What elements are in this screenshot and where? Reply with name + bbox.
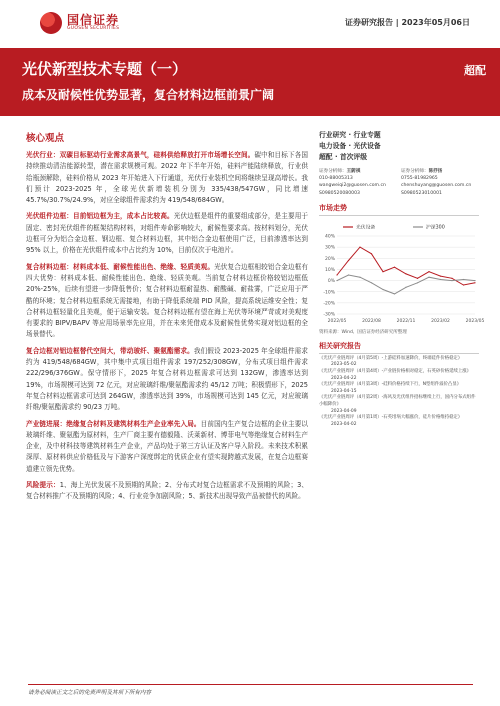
- chart-svg: [319, 220, 485, 328]
- chart-y-tick-label: 40%: [324, 234, 335, 240]
- chart-heading: 市场走势: [319, 203, 479, 216]
- chart-point: [428, 276, 429, 277]
- key-point-lead: 复合边框对铝边框替代空间大，带动玻纤、聚氨酯需求。: [26, 346, 194, 355]
- chart-legend-label: 光伏设备: [356, 225, 376, 231]
- key-point-paragraph: [26, 150, 308, 206]
- chart-point: [474, 280, 475, 281]
- industry-label: 行业研究 · 行业专题: [319, 131, 381, 139]
- chart-point: [440, 275, 441, 276]
- related-report-link[interactable]: 《光伏产业链周评（4月第3周）-硅料价格持续下行，N型组件溢价凸显》: [319, 382, 462, 388]
- key-point-paragraph: [26, 419, 308, 475]
- chart-point: [348, 260, 349, 261]
- key-point-lead: 光伏行业：双碳目标驱动行业需求高景气，硅料供给释放打开市场增长空间。: [26, 151, 255, 159]
- related-report-link[interactable]: 《光伏产业链周评（4月第2周）-海风及光伏组件招标继续上行，国内分布式组件小幅降价》: [319, 395, 476, 407]
- related-report-link[interactable]: 《光伏产业链周评（4月第4周）-产业链价格相对稳定，石英砂价格延续上涨》: [319, 369, 472, 374]
- key-point-lead: 复合材料边框：材料成本低、耐候性能出色、绝缘、轻质美观。: [26, 262, 215, 271]
- analyst-info: [319, 168, 479, 197]
- chart-y-tick-label: 10%: [324, 267, 335, 273]
- key-point-paragraph: [26, 480, 308, 503]
- report-type-date: 证券研究报告 | 2023年05月06日: [344, 18, 470, 27]
- chart-x-tick-label: 2023/05: [465, 318, 485, 324]
- chart-y-tick-label: 30%: [324, 245, 335, 251]
- chart-y-tick-label: -30%: [323, 312, 335, 318]
- chart-point: [336, 280, 337, 281]
- analyst-card: [401, 168, 479, 197]
- chart-x-tick-label: 2022/08: [362, 318, 381, 324]
- analyst-email[interactable]: wangweiqi2@guosen.com.cn: [319, 183, 386, 189]
- chart-x-tick-label: 2022/11: [396, 318, 416, 324]
- analyst-phone: 010-88005313: [319, 176, 353, 182]
- analyst-license: S0980520080003: [319, 190, 360, 196]
- related-report-date: 2023-04-22: [331, 375, 357, 381]
- key-point-lead: 产业链进展：绝缘复合材料及建筑材料生产企业率先入局。: [26, 419, 201, 428]
- company-logo: [40, 10, 160, 36]
- chart-point: [359, 246, 360, 247]
- chart-legend-label: 沪深300: [426, 225, 445, 231]
- analyst-license: S0980523010001: [401, 190, 442, 196]
- analyst-role: 证券分析师：: [401, 169, 429, 174]
- chart-series-line: [337, 247, 475, 285]
- chart-point: [405, 286, 406, 287]
- footer-divider: [28, 684, 473, 685]
- related-report-link[interactable]: 《光伏产业链周评（4月第1周）-石英坩埚大幅涨价，硅片价格维持稳定》: [319, 415, 463, 421]
- rating-badge: 超配: [464, 64, 486, 77]
- chart-point: [440, 279, 441, 280]
- chart-y-tick-label: 20%: [324, 256, 335, 262]
- analyst-email[interactable]: chenshuyang@guosen.com.cn: [401, 183, 472, 189]
- sector-label: 电力设备 · 光伏设备: [319, 142, 381, 150]
- chart-y-tick-label: 0%: [327, 278, 335, 284]
- related-report-date: 2023-04-15: [331, 388, 357, 394]
- key-point-body: 1、海上光伏发展不及预期的风险；2、分布式对复合边框需求不及预期的风险；3、复合材料推广不及预期的风险；4、行业竞争加剧风险；5、新技术出现导致产品被替代的风险。: [26, 481, 309, 501]
- section-title: 核心观点: [26, 133, 65, 144]
- chart-point: [394, 293, 395, 294]
- key-point-lead: 光伏组件边框：目前铝边框为主，成本占比较高。: [26, 212, 174, 221]
- key-point-paragraph: [26, 262, 308, 341]
- report-title: 光伏新型技术专题（一）: [22, 60, 188, 78]
- logo-mark-icon: [40, 12, 62, 34]
- chart-source: 资料来源：Wind、国信证券经济研究所整理: [319, 329, 407, 335]
- chart-point: [382, 289, 383, 290]
- market-trend-chart: [319, 220, 485, 328]
- chart-point: [336, 274, 337, 275]
- chart-point: [371, 282, 372, 283]
- chart-point: [428, 271, 429, 272]
- key-point-body: 目前国内生产复合边框的企业主要以玻璃纤维、聚氨酯为原材料，生产厂商主要有德毅隆、沃莱新材、博菲电气等绝缘复合材料生产企业，及中材科技等建筑材料生产企业，产品均处于第三方认证及客户导入阶段。未来技术积累深厚、原材料供应价格低及与下游客户深度绑定的优质企业有望实现跨越式发展，在复合边框赛道建立领先优势。: [26, 419, 309, 473]
- chart-point: [382, 271, 383, 272]
- report-subtitle: 成本及耐候性优势显著，复合材料边框前景广阔: [22, 88, 275, 102]
- chart-point: [417, 278, 418, 279]
- analyst-phone: 0755-81982965: [401, 176, 438, 182]
- related-heading: 相关研究报告: [319, 341, 479, 354]
- rating-label: 超配 · 首次评级: [319, 153, 368, 161]
- chart-x-tick-label: 2023/02: [431, 318, 450, 324]
- logo-en-text: GUOSEN SECURITIES: [67, 26, 120, 31]
- side-panel: [319, 130, 485, 428]
- key-point-lead: 风险提示：: [26, 481, 60, 490]
- chart-y-tick-label: -10%: [323, 290, 335, 296]
- chart-point: [463, 279, 464, 280]
- chart-x-tick-label: 2022/05: [327, 318, 347, 324]
- chart-series-line: [337, 275, 475, 294]
- key-point-body: 碳中和目标下各国持续推动清洁能源转型，潜在需求规模可观。2022 年下半年开始，硅料产能陆续释放，行业供给瓶颈解除，硅料价格从 2023 年开始进入下行通道，光伏行业装机空间将继续呈现高增长。我们预计 2023-2025 年，全球光伏新增装机分别为 335/438/547GW，同比增速 45.7%/30.7%/24.9%，对应全球组件需求约为 419/548/684GW。: [26, 151, 309, 205]
- chart-point: [371, 253, 372, 254]
- chart-point: [451, 278, 452, 279]
- chart-point: [463, 284, 464, 285]
- title-banner: [0, 48, 500, 116]
- chart-point: [359, 276, 360, 277]
- analyst-card: [319, 168, 397, 197]
- chart-y-tick-label: -20%: [323, 301, 335, 307]
- chart-point: [451, 280, 452, 281]
- key-point-body: 光伏复合边框相较铝合金边框有四大优势：材料成本低、耐候性能出色、绝缘、轻质美观。当前复合材料边框价格较铝边框低 20%-25%，后续有望进一步降低售价；复合材料边框耐湿热、耐酸碱、耐盐雾，广泛应用于严酷的环境；复合材料边框系统无需接地，有助于降低系统端 PID 风险，提高系统运维安全性；复合材料边框轻量化且美观，便于运输安装。复合材料边框有望在海上光伏等环境严苛或对美观度有要求的 BIPV/BAPV 等应用场景率先应用，并在未来凭借成本及耐候性优势实现对铝边框的全场景替代。: [26, 262, 309, 339]
- key-point-body: 光伏边框是组件的重要组成部分，是主要用于固定、密封光伏组件的框架结构材料，对组件寿命影响较大，耐候性要求高。按材料划分，光伏边框可分为铝合金边框、钢边框、复合材料边框，其中铝合金边框使用广泛，目前渗透率达到 95% 以上，价格在光伏组件成本中占比约为 10%，目前仅次于电池片。: [26, 212, 309, 255]
- analyst-role: 证券分析师：: [319, 169, 347, 174]
- chart-point: [417, 282, 418, 283]
- analyst-name: 陈抒扬: [428, 169, 443, 174]
- related-report-link[interactable]: 《光伏产业链周评（4月第5周）-上游硅料加速降价，终端硅件价格稳定》: [319, 355, 463, 361]
- related-report-date: 2023-04-02: [331, 421, 357, 427]
- footer-disclaimer: 请务必阅读正文之后的免责声明及其项下所有内容: [28, 690, 152, 696]
- key-point-paragraph: [26, 211, 308, 256]
- chart-point: [348, 274, 349, 275]
- chart-point: [405, 273, 406, 274]
- main-content: [26, 130, 308, 508]
- analyst-name: 王蔚祺: [346, 169, 361, 174]
- chart-point: [394, 266, 395, 267]
- key-point-paragraph: [26, 346, 308, 414]
- logo-cn-text: 国信证券: [67, 13, 120, 27]
- related-report-date: 2023-04-09: [331, 408, 357, 414]
- key-point-body: 我们假设 2023-2025 年全球组件需求约为 419/548/684GW，其中集中式项目组件需求 197/252/308GW，分布式项目组件需求 222/296/376GW。保守情形下，2025 年复合材料边框需求可达到 132GW，渗透率达到 19%，市场规模可达到 72 亿元，对应玻璃纤维/聚氨酯需求约 45/12 万吨；积极情形下，2025 年复合材料边框需求可达到 264GW，渗透率达到 39%，市场规模可达到 145 亿元，对应玻璃纤维/聚氨酯需求约 90/23 万吨。: [26, 346, 308, 412]
- chart-point: [474, 282, 475, 283]
- related-report-date: 2023-05-02: [331, 362, 357, 368]
